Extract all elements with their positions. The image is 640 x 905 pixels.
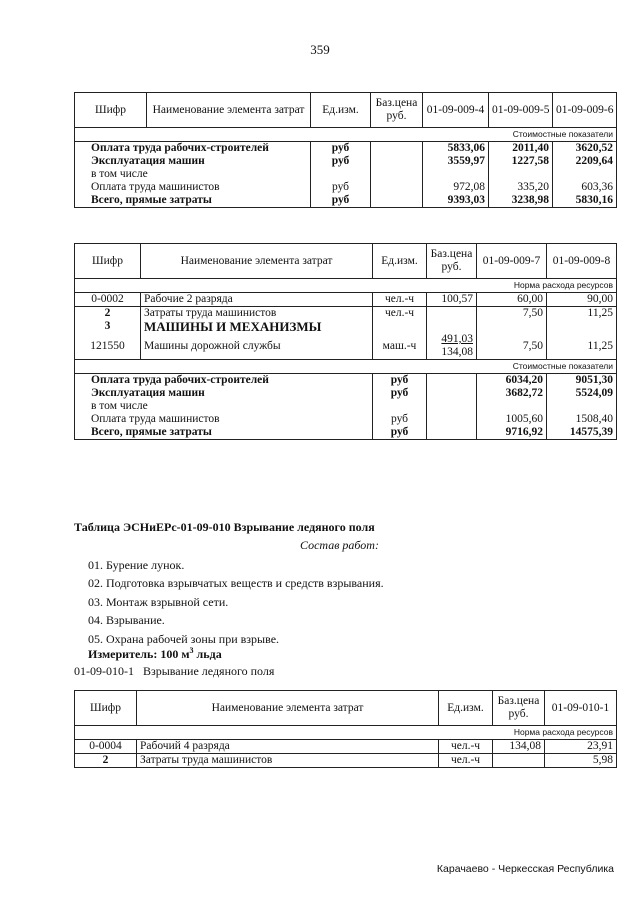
- row-value-1: 60,00: [477, 293, 547, 307]
- header-code: Шифр: [75, 691, 137, 726]
- row-value-2: 14575,39: [547, 426, 617, 440]
- row-price: [427, 320, 477, 333]
- table-row: [75, 168, 617, 181]
- row-value-2: 5524,09: [547, 387, 617, 400]
- row-value-1: 9393,03: [423, 194, 489, 208]
- step-item: 01. Бурение лунок.: [88, 558, 185, 572]
- row-code: 0-0004: [75, 740, 137, 754]
- header-col-3: 01-09-009-6: [553, 93, 617, 128]
- step-item: 04. Взрывание.: [88, 613, 165, 628]
- row-value-2: 11,25: [547, 333, 617, 360]
- row-value-1: 5,98: [545, 754, 617, 768]
- header-col-1: 01-09-010-1: [545, 691, 617, 726]
- meter-sup: 3: [189, 646, 194, 655]
- step-item: 02. Подготовка взрывчатых веществ и средств взрывания.: [88, 576, 384, 591]
- composition-heading: Состав работ:: [300, 538, 379, 552]
- meter-label: Измеритель: 100 м: [88, 647, 190, 661]
- row-value-1: [423, 168, 489, 181]
- row-value-1: 3559,97: [423, 155, 489, 168]
- row-code: 2: [75, 307, 141, 321]
- subheader-cost: Стоимостные показатели: [75, 128, 617, 142]
- cost-table-3: [74, 690, 617, 768]
- header-name: Наименование элемента затрат: [141, 244, 373, 279]
- row-value-2: 90,00: [547, 293, 617, 307]
- row-unit: чел.-ч: [439, 754, 493, 768]
- row-unit: руб: [311, 142, 371, 156]
- table-row: [75, 142, 617, 156]
- row-price: [371, 155, 423, 168]
- row-unit: чел.-ч: [439, 740, 493, 754]
- row-value-1: 6034,20: [477, 374, 547, 388]
- row-code: 2: [75, 754, 137, 768]
- row-code: 121550: [75, 333, 141, 360]
- row-unit: [311, 168, 371, 181]
- header-unit: Ед.изм.: [439, 691, 493, 726]
- row-unit: руб: [373, 387, 427, 400]
- row-price: 100,57: [427, 293, 477, 307]
- row-value-3: 2209,64: [553, 155, 617, 168]
- row-value-2: 2011,40: [489, 142, 553, 156]
- row-name: Затраты труда машинистов: [141, 307, 373, 321]
- row-name: в том числе: [75, 400, 373, 413]
- header-code: Шифр: [75, 93, 147, 128]
- header-col-2: 01-09-009-8: [547, 244, 617, 279]
- steps-list: [88, 556, 384, 648]
- row-name: Рабочий 4 разряда: [137, 740, 439, 754]
- table-row: [75, 426, 617, 440]
- meter-tail: льда: [193, 647, 222, 661]
- step-item: 03. Монтаж взрывной сети.: [88, 594, 229, 609]
- row-price: [427, 400, 477, 413]
- row-name: в том числе: [75, 168, 311, 181]
- row-value-2: [547, 320, 617, 333]
- cost-table-2: [74, 243, 617, 440]
- row-name: Оплата труда машинистов: [75, 181, 311, 194]
- row-value-2: 3238,98: [489, 194, 553, 208]
- row-price: [427, 387, 477, 400]
- page-number: 359: [310, 42, 330, 57]
- header-col-2: 01-09-009-5: [489, 93, 553, 128]
- row-unit: маш.-ч: [373, 333, 427, 360]
- table-row: [75, 400, 617, 413]
- row-unit: руб: [311, 155, 371, 168]
- row-price: [493, 754, 545, 768]
- row-value-2: 1508,40: [547, 413, 617, 426]
- row-value-2: 335,20: [489, 181, 553, 194]
- row-name: Рабочие 2 разряда: [141, 293, 373, 307]
- row-value-3: [553, 168, 617, 181]
- row-price: 134,08: [493, 740, 545, 754]
- row-value-1: 3682,72: [477, 387, 547, 400]
- row-price: [427, 426, 477, 440]
- row-value-1: 23,91: [545, 740, 617, 754]
- header-col-1: 01-09-009-7: [477, 244, 547, 279]
- resource-row: [75, 293, 617, 307]
- row-unit: руб: [311, 194, 371, 208]
- section-title: Таблица ЭСНиЕРс-01-09-010 Взрывание ледяного поля: [74, 520, 375, 534]
- header-code: Шифр: [75, 244, 141, 279]
- row-value-1: 1005,60: [477, 413, 547, 426]
- row-value-1: [477, 400, 547, 413]
- row-price: [371, 168, 423, 181]
- row-name: Затраты труда машинистов: [137, 754, 439, 768]
- price-secondary: 134,08: [441, 346, 473, 358]
- row-name: Оплата труда машинистов: [75, 413, 373, 426]
- row-value-3: 5830,16: [553, 194, 617, 208]
- meter: [88, 646, 222, 662]
- header-unit: Ед.изм.: [311, 93, 371, 128]
- row-name: Оплата труда рабочих-строителей: [75, 374, 373, 388]
- price-primary: 491,03: [441, 333, 473, 345]
- row-value-1: 9716,92: [477, 426, 547, 440]
- row-unit: [373, 400, 427, 413]
- row-unit: чел.-ч: [373, 307, 427, 321]
- item-title: 01-09-010-1 Взрывание ледяного поля: [74, 664, 275, 678]
- row-price: [427, 413, 477, 426]
- row-value-2: [489, 168, 553, 181]
- resource-row: [75, 754, 617, 768]
- header-unit: Ед.изм.: [373, 244, 427, 279]
- row-code: 3: [75, 320, 141, 333]
- row-code: 0-0002: [75, 293, 141, 307]
- resource-row: [75, 307, 617, 321]
- row-unit: руб: [373, 426, 427, 440]
- row-price: [371, 181, 423, 194]
- row-name: Всего, прямые затраты: [75, 194, 311, 208]
- row-value-1: 972,08: [423, 181, 489, 194]
- row-value-1: [477, 320, 547, 333]
- row-value-1: 7,50: [477, 333, 547, 360]
- row-name: Эксплуатация машин: [75, 155, 311, 168]
- row-unit: руб: [373, 374, 427, 388]
- header-name: Наименование элемента затрат: [137, 691, 439, 726]
- row-price: [427, 307, 477, 321]
- row-price: [371, 142, 423, 156]
- table-row: [75, 413, 617, 426]
- row-unit: чел.-ч: [373, 293, 427, 307]
- header-name: Наименование элемента затрат: [147, 93, 311, 128]
- row-unit: [373, 320, 427, 333]
- cost-table-1: [74, 92, 617, 208]
- row-name: Всего, прямые затраты: [75, 426, 373, 440]
- subheader-norm: Норма расхода ресурсов: [75, 726, 617, 740]
- table-row: [75, 194, 617, 208]
- row-price: [427, 374, 477, 388]
- header-price: Баз.цена руб.: [371, 93, 423, 128]
- row-value-1: 5833,06: [423, 142, 489, 156]
- resource-row: [75, 333, 617, 360]
- header-col-1: 01-09-009-4: [423, 93, 489, 128]
- resource-row: [75, 320, 617, 333]
- header-price: Баз.цена руб.: [493, 691, 545, 726]
- table-row: [75, 155, 617, 168]
- row-value-2: 11,25: [547, 307, 617, 321]
- row-value-2: 1227,58: [489, 155, 553, 168]
- row-value-3: 603,36: [553, 181, 617, 194]
- row-unit: руб: [311, 181, 371, 194]
- row-price: [427, 333, 477, 360]
- table-row: [75, 181, 617, 194]
- row-value-2: 9051,30: [547, 374, 617, 388]
- footer-region: Карачаево - Черкесская Республика: [436, 863, 614, 875]
- subheader-cost: Стоимостные показатели: [75, 360, 617, 374]
- row-name: Эксплуатация машин: [75, 387, 373, 400]
- table-row: [75, 387, 617, 400]
- row-price: [371, 194, 423, 208]
- step-item: 05. Охрана рабочей зоны при взрыве.: [88, 631, 280, 646]
- row-name: Машины дорожной службы: [141, 333, 373, 360]
- row-unit: руб: [373, 413, 427, 426]
- row-value-1: 7,50: [477, 307, 547, 321]
- row-name: Оплата труда рабочих-строителей: [75, 142, 311, 156]
- resource-row: [75, 740, 617, 754]
- subheader-norm: Норма расхода ресурсов: [75, 279, 617, 293]
- row-name: МАШИНЫ И МЕХАНИЗМЫ: [141, 320, 373, 333]
- row-value-3: 3620,52: [553, 142, 617, 156]
- table-row: [75, 374, 617, 388]
- header-price: Баз.цена руб.: [427, 244, 477, 279]
- row-value-2: [547, 400, 617, 413]
